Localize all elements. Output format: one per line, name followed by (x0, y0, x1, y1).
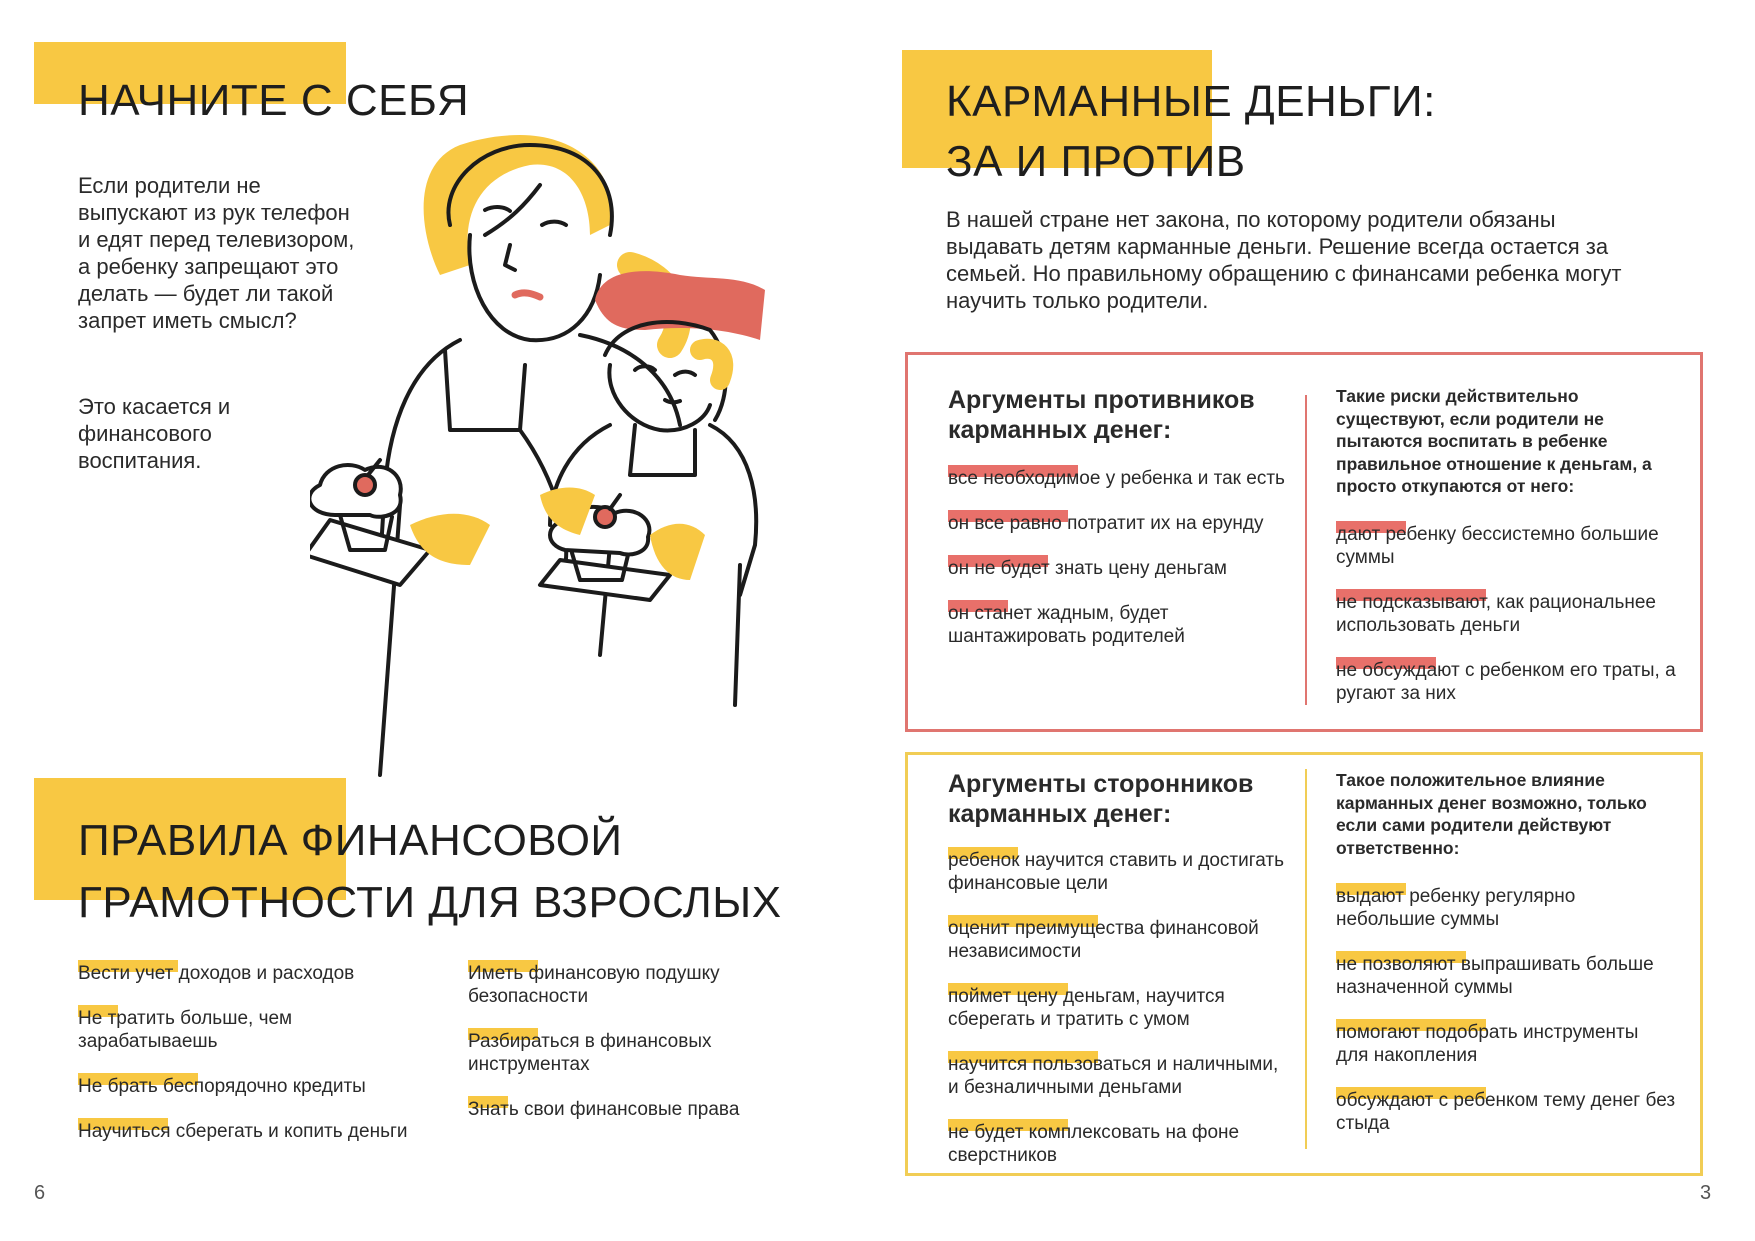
list-item: оценит преимущества финансовой независимости (948, 918, 1259, 962)
list-item: он все равно потратит их на ерунду (948, 513, 1264, 534)
risks-note: Такие риски действительно существуют, если родители не пытаются воспитать в ребенке правильное отношение к деньгам, а просто откупаются от него: (1336, 386, 1652, 496)
list-item: выдают ребенку регулярно небольшие суммы (1336, 886, 1576, 930)
right-title-line1: КАРМАННЫЕ ДЕНЬГИ: (946, 77, 1436, 126)
right-title-line2: ЗА И ПРОТИВ (946, 137, 1246, 186)
list-item: ребенок научится ставить и достигать финансовые цели (948, 850, 1284, 894)
page-number-right: 3 (1700, 1182, 1712, 1204)
for-heading: Аргументы сторонников карманных денег: (948, 770, 1254, 828)
rules-title-line2: ГРАМОТНОСТИ ДЛЯ ВЗРОСЛЫХ (78, 878, 782, 927)
list-item: не обсуждают с ребенком его траты, а ругают за них (1336, 660, 1676, 704)
column-divider (1305, 395, 1307, 705)
list-item: все необходимое у ребенка и так есть (948, 468, 1285, 489)
against-arguments-box (905, 352, 1703, 732)
list-item: дают ребенку бессистемно большие суммы (1336, 524, 1659, 568)
conditions-note: Такое положительное влияние карманных денег возможно, только если сами родители действуют ответственно: (1336, 770, 1647, 858)
list-item: не будет комплексовать на фоне сверстников (948, 1122, 1240, 1166)
list-item: Научиться сберегать и копить деньги (78, 1121, 408, 1142)
column-divider (1305, 769, 1307, 1149)
against-heading: Аргументы противников карманных денег: (948, 386, 1255, 444)
list-item: он не будет знать цену деньгам (948, 558, 1227, 579)
list-item: научится пользоваться и наличными, и безналичными деньгами (948, 1054, 1279, 1098)
for-list (948, 849, 1288, 1189)
page-title-start-with-yourself: НАЧНИТЕ С СЕБЯ (78, 76, 470, 125)
against-list (948, 467, 1288, 670)
list-item: не позволяют выпрашивать больше назначенной суммы (1336, 954, 1654, 998)
list-item: Не брать беспорядочно кредиты (78, 1076, 366, 1097)
list-item: обсуждают с ребенком тему денег без стыда (1336, 1090, 1676, 1134)
mother-and-child-illustration (310, 125, 870, 785)
list-item: Вести учет доходов и расходов (78, 963, 355, 984)
list-item: не подсказывают, как рациональнее использовать деньги (1336, 592, 1657, 636)
for-arguments-box (905, 752, 1703, 1176)
rules-list-column-2 (468, 962, 768, 1143)
rules-list-column-1 (78, 962, 408, 1165)
conditions-list (1336, 885, 1676, 1157)
risks-list (1336, 523, 1676, 727)
right-intro-paragraph: В нашей стране нет закона, по которому родители обязаны выдавать детям карманные деньги. Решение всегда остается за семьей. Но правильному обращению с финансами ребенка могут научить только родители. (946, 207, 1622, 313)
list-item: он станет жадным, будет шантажировать родителей (948, 603, 1185, 647)
page-number-left: 6 (34, 1182, 46, 1204)
intro-paragraph: Если родители не выпускают из рук телефон и едят перед телевизором, а ребенку запрещают это делать — будет ли такой запрет иметь смысл? (78, 173, 355, 333)
list-item: поймет цену деньгам, научится сберегать и тратить с умом (948, 986, 1225, 1030)
rules-title-line1: ПРАВИЛА ФИНАНСОВОЙ (78, 816, 623, 865)
list-item: Разбираться в финансовых инструментах (468, 1031, 712, 1075)
intro-paragraph-2: Это касается и финансового воспитания. (78, 394, 231, 473)
list-item: Не тратить больше, чем зарабатываешь (78, 1008, 293, 1052)
list-item: Знать свои финансовые права (468, 1099, 740, 1120)
list-item: помогают подобрать инструменты для накопления (1336, 1022, 1639, 1066)
list-item: Иметь финансовую подушку безопасности (468, 963, 720, 1007)
